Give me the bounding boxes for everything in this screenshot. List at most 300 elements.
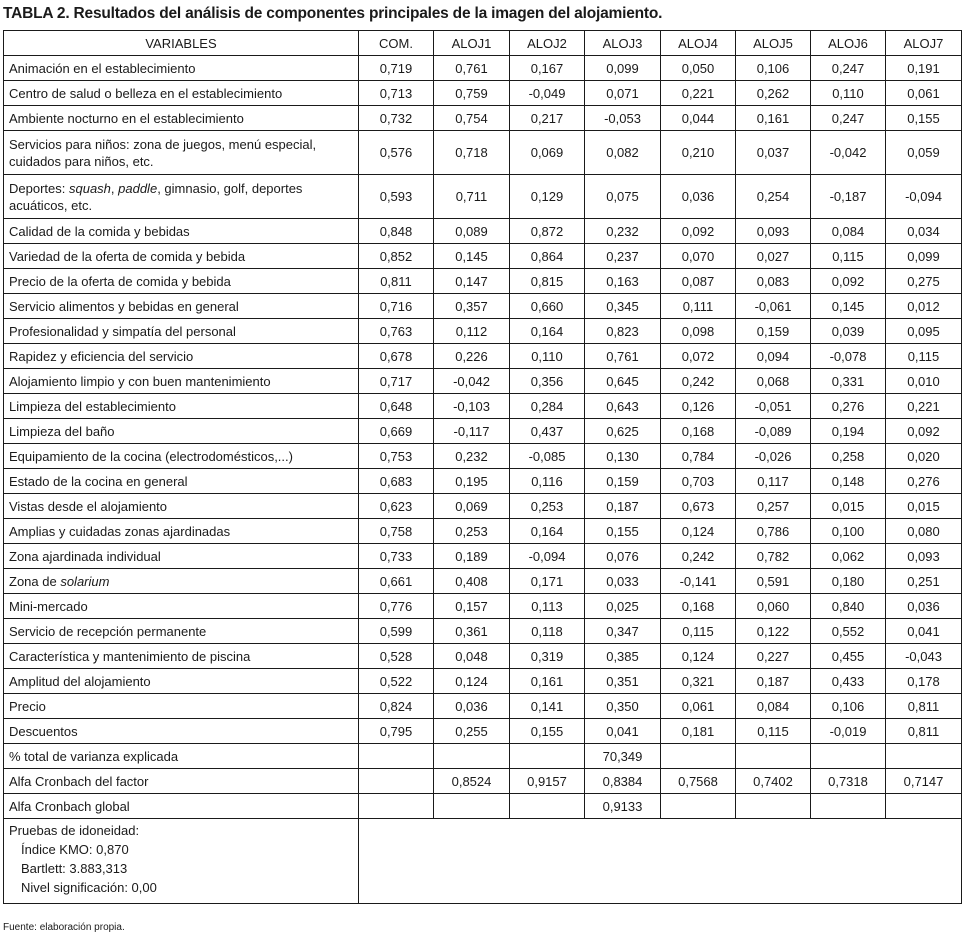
variable-label	[4, 269, 359, 294]
value-cell: 0,161	[736, 106, 811, 131]
value-cell: 0,385	[585, 644, 661, 669]
value-cell: -0,051	[736, 394, 811, 419]
value-cell: 0,9157	[510, 769, 585, 794]
value-cell: 0,093	[886, 544, 962, 569]
value-cell: 0,068	[736, 369, 811, 394]
column-header: ALOJ4	[661, 31, 736, 56]
value-cell: 0,350	[585, 694, 661, 719]
value-cell	[359, 744, 434, 769]
table-row	[4, 444, 962, 469]
value-cell: 0,089	[434, 219, 510, 244]
table-number: TABLA 2.	[3, 5, 70, 22]
value-cell: 0,037	[736, 131, 811, 175]
value-cell: 0,110	[811, 81, 886, 106]
value-cell: 0,576	[359, 131, 434, 175]
variable-label	[4, 244, 359, 269]
variable-label	[4, 56, 359, 81]
table-row	[4, 644, 962, 669]
value-cell: 0,072	[661, 344, 736, 369]
column-header: VARIABLES	[4, 31, 359, 56]
value-cell: 0,591	[736, 569, 811, 594]
value-cell: 0,115	[886, 344, 962, 369]
value-cell: 0,763	[359, 319, 434, 344]
value-cell: 0,075	[585, 175, 661, 219]
pruebas-row	[4, 819, 962, 904]
header-row	[4, 31, 962, 56]
value-cell: 0,599	[359, 619, 434, 644]
variable-label	[4, 494, 359, 519]
value-cell: 0,141	[510, 694, 585, 719]
label-text: Centro de salud o belleza en el establecimiento	[9, 85, 283, 101]
label-text: solarium	[60, 573, 110, 589]
value-cell: 0,824	[359, 694, 434, 719]
value-cell: 0,253	[434, 519, 510, 544]
value-cell: 0,098	[661, 319, 736, 344]
label-text: Rapidez y eficiencia del servicio	[9, 348, 194, 364]
value-cell: 0,155	[886, 106, 962, 131]
value-cell: 0,848	[359, 219, 434, 244]
table-row	[4, 694, 962, 719]
value-cell	[661, 794, 736, 819]
value-cell: 0,210	[661, 131, 736, 175]
value-cell: 0,673	[661, 494, 736, 519]
table-row	[4, 175, 962, 219]
value-cell: 0,351	[585, 669, 661, 694]
value-cell: 0,168	[661, 419, 736, 444]
value-cell: 0,253	[510, 494, 585, 519]
value-cell: 0,110	[510, 344, 585, 369]
table-row	[4, 56, 962, 81]
value-cell	[886, 794, 962, 819]
value-cell: 0,703	[661, 469, 736, 494]
table-row	[4, 619, 962, 644]
value-cell: 0,284	[510, 394, 585, 419]
value-cell: 0,048	[434, 644, 510, 669]
variable-label	[4, 219, 359, 244]
value-cell	[359, 794, 434, 819]
variable-label	[4, 81, 359, 106]
value-cell: 0,732	[359, 106, 434, 131]
table-title	[3, 5, 662, 23]
value-cell	[510, 744, 585, 769]
value-cell: 0,319	[510, 644, 585, 669]
value-cell: 0,061	[886, 81, 962, 106]
value-cell: 0,036	[886, 594, 962, 619]
value-cell: 0,036	[434, 694, 510, 719]
table-row	[4, 269, 962, 294]
value-cell: 0,041	[886, 619, 962, 644]
value-cell: 0,039	[811, 319, 886, 344]
value-cell	[736, 744, 811, 769]
variable-label	[4, 419, 359, 444]
value-cell: 0,010	[886, 369, 962, 394]
value-cell: 0,321	[661, 669, 736, 694]
value-cell: 0,711	[434, 175, 510, 219]
value-cell: 0,717	[359, 369, 434, 394]
label-text: Zona de	[9, 573, 61, 589]
value-cell: 0,167	[510, 56, 585, 81]
column-header: ALOJ6	[811, 31, 886, 56]
variable-label	[4, 106, 359, 131]
value-cell: 0,811	[359, 269, 434, 294]
value-cell: 0,034	[886, 219, 962, 244]
variable-label	[4, 469, 359, 494]
value-cell: 0,100	[811, 519, 886, 544]
value-cell: 0,275	[886, 269, 962, 294]
value-cell: 0,433	[811, 669, 886, 694]
value-cell: 0,117	[736, 469, 811, 494]
value-cell: 0,118	[510, 619, 585, 644]
value-cell: 0,221	[886, 394, 962, 419]
value-cell: -0,043	[886, 644, 962, 669]
label-text: Limpieza del baño	[9, 423, 115, 439]
column-header: ALOJ5	[736, 31, 811, 56]
label-text: ,	[110, 180, 119, 196]
column-header: ALOJ2	[510, 31, 585, 56]
value-cell	[359, 769, 434, 794]
value-cell: 0,181	[661, 719, 736, 744]
value-cell: 0,194	[811, 419, 886, 444]
value-cell: -0,117	[434, 419, 510, 444]
value-cell: -0,094	[886, 175, 962, 219]
value-cell: -0,049	[510, 81, 585, 106]
label-text: Mini-mercado	[9, 598, 88, 614]
table-row	[4, 81, 962, 106]
table-row	[4, 394, 962, 419]
table-row	[4, 719, 962, 744]
value-cell: 0,163	[585, 269, 661, 294]
value-cell: 0,189	[434, 544, 510, 569]
value-cell: 0,661	[359, 569, 434, 594]
value-cell: 0,8524	[434, 769, 510, 794]
label-text: Vistas desde el alojamiento	[9, 498, 168, 514]
pca-results-table	[3, 30, 962, 904]
value-cell: 0,754	[434, 106, 510, 131]
value-cell: 0,025	[585, 594, 661, 619]
value-cell: 0,093	[736, 219, 811, 244]
variable-label	[4, 344, 359, 369]
source-note: Fuente: elaboración propia.	[3, 922, 125, 933]
value-cell: 0,522	[359, 669, 434, 694]
label-text: % total de varianza explicada	[9, 748, 179, 764]
kmo-index: Índice KMO: 0,870	[21, 842, 129, 857]
variable-label	[4, 794, 359, 819]
value-cell: -0,042	[811, 131, 886, 175]
value-cell: 0,7402	[736, 769, 811, 794]
value-cell: 0,115	[661, 619, 736, 644]
value-cell: 0,258	[811, 444, 886, 469]
value-cell: 0,113	[510, 594, 585, 619]
value-cell: 0,331	[811, 369, 886, 394]
value-cell	[886, 744, 962, 769]
variable-label	[4, 619, 359, 644]
table-row	[4, 544, 962, 569]
label-text: Alojamiento limpio y con buen mantenimiento	[9, 373, 271, 389]
value-cell: 0,083	[736, 269, 811, 294]
value-cell: 0,782	[736, 544, 811, 569]
value-cell: 0,9133	[585, 794, 661, 819]
value-cell: 0,069	[510, 131, 585, 175]
value-cell: 0,593	[359, 175, 434, 219]
value-cell: 0,036	[661, 175, 736, 219]
table-row	[4, 519, 962, 544]
label-text: Amplitud del alojamiento	[9, 673, 151, 689]
value-cell: 0,237	[585, 244, 661, 269]
value-cell: 0,357	[434, 294, 510, 319]
value-cell: 0,8384	[585, 769, 661, 794]
value-cell: 0,408	[434, 569, 510, 594]
value-cell: 0,719	[359, 56, 434, 81]
label-text: Servicio de recepción permanente	[9, 623, 207, 639]
label-text: Alfa Cronbach global	[9, 798, 130, 814]
value-cell: 0,111	[661, 294, 736, 319]
value-cell: 0,683	[359, 469, 434, 494]
label-text: Equipamiento de la cocina (electrodomésticos,...)	[9, 448, 293, 464]
table-row	[4, 369, 962, 394]
value-cell: 0,106	[811, 694, 886, 719]
variable-label	[4, 569, 359, 594]
value-cell: 0,180	[811, 569, 886, 594]
value-cell: 0,347	[585, 619, 661, 644]
value-cell: 0,7568	[661, 769, 736, 794]
value-cell: 0,242	[661, 544, 736, 569]
value-cell: 0,645	[585, 369, 661, 394]
value-cell: 0,178	[886, 669, 962, 694]
pruebas-heading: Pruebas de idoneidad:	[9, 823, 140, 838]
table-row	[4, 669, 962, 694]
value-cell: 0,815	[510, 269, 585, 294]
value-cell: 0,552	[811, 619, 886, 644]
table-row	[4, 569, 962, 594]
label-text: Limpieza del establecimiento	[9, 398, 176, 414]
value-cell: -0,042	[434, 369, 510, 394]
variable-label	[4, 769, 359, 794]
value-cell: 0,115	[736, 719, 811, 744]
value-cell: 0,761	[585, 344, 661, 369]
value-cell: 0,437	[510, 419, 585, 444]
label-text: Ambiente nocturno en el establecimiento	[9, 110, 244, 126]
bartlett-test: Bartlett: 3.883,313	[21, 861, 128, 876]
value-cell: 0,050	[661, 56, 736, 81]
value-cell: 0,092	[886, 419, 962, 444]
label-text: Calidad de la comida y bebidas	[9, 223, 190, 239]
value-cell: 0,187	[585, 494, 661, 519]
value-cell: 0,082	[585, 131, 661, 175]
value-cell: 0,713	[359, 81, 434, 106]
table-row	[4, 769, 962, 794]
value-cell: 0,276	[886, 469, 962, 494]
label-text: Servicio alimentos y bebidas en general	[9, 298, 239, 314]
value-cell: 0,033	[585, 569, 661, 594]
value-cell	[736, 794, 811, 819]
value-cell: 0,811	[886, 694, 962, 719]
variable-label	[4, 744, 359, 769]
significance-level: Nivel significación: 0,00	[21, 880, 157, 895]
empty-cell	[359, 819, 962, 904]
value-cell: 0,356	[510, 369, 585, 394]
value-cell: 0,872	[510, 219, 585, 244]
value-cell: 0,171	[510, 569, 585, 594]
value-cell: 0,718	[434, 131, 510, 175]
label-text: Estado de la cocina en general	[9, 473, 188, 489]
value-cell: 0,027	[736, 244, 811, 269]
value-cell: 0,7147	[886, 769, 962, 794]
value-cell: 0,221	[661, 81, 736, 106]
variable-label	[4, 394, 359, 419]
value-cell: 0,257	[736, 494, 811, 519]
value-cell: 0,251	[886, 569, 962, 594]
value-cell: 0,164	[510, 519, 585, 544]
value-cell: -0,019	[811, 719, 886, 744]
column-header: ALOJ3	[585, 31, 661, 56]
value-cell: 0,643	[585, 394, 661, 419]
value-cell: 0,840	[811, 594, 886, 619]
variable-label	[4, 519, 359, 544]
value-cell: -0,103	[434, 394, 510, 419]
column-header: COM.	[359, 31, 434, 56]
value-cell: 0,761	[434, 56, 510, 81]
value-cell: 0,232	[434, 444, 510, 469]
value-cell: 0,7318	[811, 769, 886, 794]
label-text: Precio de la oferta de comida y bebida	[9, 273, 231, 289]
value-cell: -0,094	[510, 544, 585, 569]
value-cell: -0,026	[736, 444, 811, 469]
value-cell: -0,085	[510, 444, 585, 469]
value-cell: 0,094	[736, 344, 811, 369]
value-cell: 0,217	[510, 106, 585, 131]
value-cell	[661, 744, 736, 769]
value-cell: 0,071	[585, 81, 661, 106]
value-cell: 0,254	[736, 175, 811, 219]
value-cell: 0,145	[811, 294, 886, 319]
value-cell: 0,069	[434, 494, 510, 519]
value-cell: 0,811	[886, 719, 962, 744]
value-cell: 0,099	[585, 56, 661, 81]
value-cell: 0,084	[811, 219, 886, 244]
value-cell: 0,625	[585, 419, 661, 444]
value-cell: 0,164	[510, 319, 585, 344]
value-cell: 0,678	[359, 344, 434, 369]
value-cell: -0,078	[811, 344, 886, 369]
value-cell: 0,087	[661, 269, 736, 294]
value-cell: 0,041	[585, 719, 661, 744]
label-text: Servicios para niños: zona de juegos, menú especial, cuidados para niños, etc.	[9, 136, 317, 169]
value-cell: 0,157	[434, 594, 510, 619]
value-cell: 0,124	[434, 669, 510, 694]
value-cell: 0,159	[736, 319, 811, 344]
label-text: , gimnasio, golf, deportes acuáticos, etc.	[9, 180, 303, 213]
value-cell: 0,776	[359, 594, 434, 619]
value-cell: 0,255	[434, 719, 510, 744]
table-row	[4, 419, 962, 444]
value-cell: 0,716	[359, 294, 434, 319]
value-cell: 0,060	[736, 594, 811, 619]
variable-label	[4, 644, 359, 669]
value-cell: 0,112	[434, 319, 510, 344]
value-cell: 0,070	[661, 244, 736, 269]
table-row	[4, 594, 962, 619]
value-cell: 0,076	[585, 544, 661, 569]
value-cell: 0,122	[736, 619, 811, 644]
column-header: ALOJ1	[434, 31, 510, 56]
label-text: Precio	[9, 698, 46, 714]
label-text: Animación en el establecimiento	[9, 60, 196, 76]
value-cell: -0,061	[736, 294, 811, 319]
table-row	[4, 494, 962, 519]
table-row	[4, 106, 962, 131]
value-cell: 0,015	[811, 494, 886, 519]
value-cell: 70,349	[585, 744, 661, 769]
label-text: Amplias y cuidadas zonas ajardinadas	[9, 523, 231, 539]
value-cell: 0,015	[886, 494, 962, 519]
table-row	[4, 319, 962, 344]
label-text: Profesionalidad y simpatía del personal	[9, 323, 236, 339]
value-cell: 0,155	[510, 719, 585, 744]
value-cell: 0,130	[585, 444, 661, 469]
value-cell: 0,669	[359, 419, 434, 444]
value-cell: 0,080	[886, 519, 962, 544]
label-text: Variedad de la oferta de comida y bebida	[9, 248, 246, 264]
table-row	[4, 744, 962, 769]
value-cell: 0,062	[811, 544, 886, 569]
value-cell: 0,660	[510, 294, 585, 319]
value-cell	[811, 794, 886, 819]
label-text: Alfa Cronbach del factor	[9, 773, 149, 789]
value-cell: 0,795	[359, 719, 434, 744]
value-cell: 0,345	[585, 294, 661, 319]
value-cell	[434, 744, 510, 769]
value-cell: 0,187	[736, 669, 811, 694]
value-cell: -0,053	[585, 106, 661, 131]
label-text: Descuentos	[9, 723, 78, 739]
value-cell: 0,126	[661, 394, 736, 419]
value-cell: 0,195	[434, 469, 510, 494]
value-cell: 0,159	[585, 469, 661, 494]
value-cell: 0,247	[811, 106, 886, 131]
value-cell: 0,012	[886, 294, 962, 319]
value-cell: 0,099	[886, 244, 962, 269]
variable-label	[4, 669, 359, 694]
value-cell	[510, 794, 585, 819]
label-text: Zona ajardinada individual	[9, 548, 161, 564]
table-row	[4, 469, 962, 494]
value-cell: 0,784	[661, 444, 736, 469]
label-text: paddle	[118, 180, 158, 196]
value-cell: 0,232	[585, 219, 661, 244]
value-cell: 0,115	[811, 244, 886, 269]
variable-label	[4, 319, 359, 344]
value-cell: 0,020	[886, 444, 962, 469]
value-cell: 0,124	[661, 519, 736, 544]
value-cell: 0,276	[811, 394, 886, 419]
variable-label	[4, 131, 359, 175]
value-cell: -0,141	[661, 569, 736, 594]
value-cell	[434, 794, 510, 819]
value-cell: 0,823	[585, 319, 661, 344]
value-cell: 0,092	[811, 269, 886, 294]
variable-label	[4, 294, 359, 319]
value-cell: 0,059	[886, 131, 962, 175]
value-cell: 0,733	[359, 544, 434, 569]
value-cell: 0,044	[661, 106, 736, 131]
value-cell: 0,145	[434, 244, 510, 269]
value-cell: 0,191	[886, 56, 962, 81]
pruebas-cell	[4, 819, 359, 904]
table-row	[4, 294, 962, 319]
value-cell: 0,759	[434, 81, 510, 106]
value-cell: 0,528	[359, 644, 434, 669]
value-cell: 0,242	[661, 369, 736, 394]
